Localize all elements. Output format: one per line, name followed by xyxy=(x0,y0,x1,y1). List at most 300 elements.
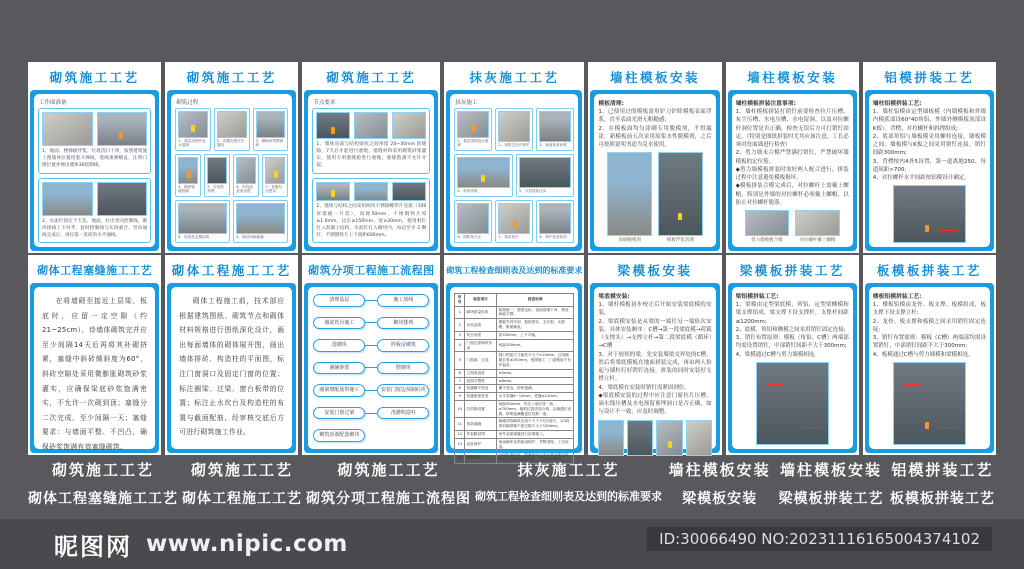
board xyxy=(28,62,996,462)
label-line2: 板模板拼装工艺 xyxy=(889,491,995,507)
panel-body xyxy=(167,283,296,453)
panel-body xyxy=(590,90,719,251)
qc-cell: 模板夹具牢固、振捣密实、无烂根、无胀模、断面顺直。 xyxy=(497,319,574,332)
panel-header xyxy=(304,257,438,283)
qc-cell: 6 xyxy=(455,369,465,377)
panel-14 xyxy=(863,255,996,455)
photo-caption: 2、水泥钉固定于天花、地面，拉出竖向控制线，砌块排线上下对齐，此时控制线与灰饼重合，竖向通线完成后，再拉第一皮砖的水平通线。 xyxy=(42,218,148,238)
worker-vest xyxy=(331,190,335,197)
photo-grid-cell xyxy=(454,108,492,151)
flow-node: 安装门窗过梁 xyxy=(313,407,365,420)
photo-grid-row xyxy=(454,200,574,243)
qc-cell: 里外双面塞缝进行封堵施工。 xyxy=(497,431,574,439)
qc-cell: 砌块质量验收 xyxy=(464,306,496,319)
worker-vest xyxy=(925,422,929,429)
panel-title: 板模板拼装工艺 xyxy=(876,263,982,278)
qc-cell: 1 xyxy=(455,306,465,319)
photo-grid-row xyxy=(175,154,288,197)
list-item-text: 1、梁模由定型梁底模、角铝、定型梁侧模和梁支撑组成，梁支撑下设支撑杆，支撑杆间距≤1200mm; xyxy=(735,302,849,325)
panel-title: 墙柱模板安装 xyxy=(747,70,838,85)
panel-header xyxy=(304,64,438,90)
watermark-bar xyxy=(0,519,1024,569)
label-col-5 xyxy=(666,459,773,508)
panel-13 xyxy=(726,255,859,455)
list-item-text: 2、底部角铝与墙板模采用螺栓连接，墙板模之间、墙板模与K板之间采用销钉连接，销钉间距300mm; xyxy=(872,133,986,157)
qc-cell: 14 xyxy=(455,451,465,464)
worker-vest xyxy=(513,221,517,228)
qc-row xyxy=(455,401,574,418)
panel-4 xyxy=(444,62,584,253)
list-item-text: ◆梁底模安装的过程中应注意门窗拉片压槽、滴水线压槽及水电预留预埋洞口是否正确，如与设计不一致，应及时调整。 xyxy=(598,392,712,416)
panel-title: 梁模板安装 xyxy=(617,263,693,278)
panel-card xyxy=(171,287,292,449)
label-line2: 砌体工程塞缝施工工艺 xyxy=(28,491,178,507)
construction-photo xyxy=(756,362,829,445)
photo-strip xyxy=(598,420,711,456)
photo-caption: 2、甩浆拉毛并养护 xyxy=(498,143,530,148)
qc-cell: ≤8mm。 xyxy=(497,377,574,385)
construction-photo xyxy=(795,210,840,236)
panel-card xyxy=(869,94,990,247)
construction-photo xyxy=(316,112,350,139)
photo-figure xyxy=(756,362,829,445)
flow-node: 施工放线 xyxy=(377,294,429,307)
qc-row xyxy=(455,385,574,393)
panel-body xyxy=(865,90,994,251)
label-line1: 墙柱模板安装 xyxy=(779,461,882,479)
photo-group xyxy=(38,178,151,244)
construction-photo xyxy=(627,420,653,456)
flow-node: 清理基层 xyxy=(313,294,365,307)
label-line1: 砌筑施工工艺 xyxy=(190,461,293,479)
photo-caption: 7、灰缝勾压密实 xyxy=(265,184,282,194)
photo-figure xyxy=(893,185,966,243)
panel-card xyxy=(732,94,853,247)
qc-cell: ≤5mm。 xyxy=(497,369,574,377)
photo-grid-cell xyxy=(175,154,201,197)
list-item-text: 2、底模、角铝和侧模之间采用销钉固定连接; xyxy=(735,326,846,333)
label-line1: 砌筑施工工艺 xyxy=(337,461,440,479)
construction-photo xyxy=(316,182,350,202)
qc-row xyxy=(455,393,574,401)
worker-vest xyxy=(274,171,278,178)
panel-title: 砌筑施工工艺 xyxy=(49,70,140,85)
construction-photo xyxy=(457,157,510,188)
photo-caption: 1、墙体顶部与结构梁底之间预留 20~30mm 的缝隙，7天后才能进行塞缝，塞缝材料采用砌筑砂浆灌实，使用专用塞缝枪进行塞缝，塞缝饱满不允许开裂。 xyxy=(316,142,427,169)
construction-photo xyxy=(457,111,489,138)
qc-header-cell: 检查项目 xyxy=(464,294,496,307)
label-col-2 xyxy=(182,459,302,508)
construction-photo xyxy=(893,362,966,445)
panel-header xyxy=(590,257,719,283)
worker-vest xyxy=(668,441,672,448)
flow-node: 圈梁增配筋带施工 xyxy=(313,384,365,397)
qc-cell: 门窗边预制块布设 xyxy=(464,339,496,352)
photo-row xyxy=(873,362,986,445)
panel-1 xyxy=(28,62,161,253)
qc-table-body xyxy=(455,306,574,464)
construction-photo xyxy=(498,203,530,234)
flow-connector xyxy=(365,322,377,323)
panel-8 xyxy=(28,255,161,455)
panel-card xyxy=(869,287,990,449)
photo-caption: 涂刷脱模剂 xyxy=(618,238,641,243)
flow-node: 砌块排列 xyxy=(377,317,429,330)
construction-photo xyxy=(256,111,286,138)
qc-cell: 坎台高度 xyxy=(464,331,496,339)
list-item-text: 1、墙柱模板拼装打销钉前要检查拉片压槽、灰尘压槽、水电压槽、水电留洞、以及对拉螺杆洞位置是否正确，检查无误后方可打销钉固定。（特别是图纸拼装时尤其应该注意，工长必须对每面墙进行检查） xyxy=(735,109,849,148)
qc-table xyxy=(454,293,574,464)
panel-card xyxy=(594,94,715,247)
panel-card xyxy=(732,287,853,449)
list-item-text: 4、板模通过C槽与剪力墙模和梁模相连。 xyxy=(872,351,974,358)
panel-title: 砌体工程施工工艺 xyxy=(171,263,292,278)
construction-photo xyxy=(607,152,652,236)
label-line2: 砌体工程施工工艺 xyxy=(182,491,302,507)
process-paragraph: 在将墙砌至接近上层梁、板底时，应留一定空隙（约21~25cm），待墙体砌筑完并应至少间隔14天后再将其补砌挤紧，塞缝中斜砖倾斜度为60°，斜砖空隙处采用微膨胀砌筑砂浆灌实，应确保梁底砂浆饱满密实，不允许一次砌到顶；塞缝分二次完成，至少间隔一天；塞缝要求：与墙面平整、不凹凸，确保砂浆饱满有效塞缝砌筑。 xyxy=(42,297,148,452)
panel-5 xyxy=(588,62,721,253)
panel-title: 铝模拼装工艺 xyxy=(884,70,975,85)
qc-cell: 灰缝横平竖直 xyxy=(464,385,496,393)
flow-connector xyxy=(365,345,377,346)
photo-caption: 7、抹灰找平 xyxy=(498,235,519,240)
section-label: 砌筑过程 xyxy=(176,100,199,106)
construction-photo xyxy=(97,112,148,146)
qc-cell: 横平竖直、砂浆饱满。 xyxy=(497,385,574,393)
list-item-text: 1、楼板铝模由龙骨、板支撑、板模组成，板支撑下设支撑立杆; xyxy=(872,302,986,317)
photo-caption: 4、砌块错缝搭砌 xyxy=(178,184,195,194)
photo-figure xyxy=(607,152,652,243)
photo-grid-cell xyxy=(233,154,259,197)
worker-vest xyxy=(191,125,195,132)
panel-body xyxy=(728,283,857,453)
list-item-text: 3、对于较短的梁，先安装墙梁交界处的C槽，然后将梁底模板在地面拼装完成，再由两人抬起与墙柱打好销钉连接，拼装的同时安装好支撑立杆。 xyxy=(598,351,712,383)
photo-grid-cell xyxy=(175,108,211,151)
photo-caption: 1、基层清理并浇水湿润 xyxy=(178,138,206,148)
list-item-text: 3、销钉布置原则：模板（C槽）两端部均需设置销钉，中部销钉间距不大于300mm; xyxy=(872,335,986,350)
label-line1: 墙柱模板安装 xyxy=(668,461,771,479)
panel-title: 砌筑施工工艺 xyxy=(326,70,417,85)
panel-body xyxy=(304,90,438,251)
qc-cell: 分段检查验收、隐蔽验收记录及系列报验资料必须与现场实际同步，不得漏项缺项。 xyxy=(497,451,574,464)
qc-cell: 8 xyxy=(455,385,465,393)
panel-card xyxy=(450,94,578,247)
flow-connector xyxy=(365,367,377,368)
flow-node: 砌筑顶部配套砌块 xyxy=(313,429,365,442)
panel-title: 抹灰施工工艺 xyxy=(469,70,560,85)
photo-group xyxy=(312,108,430,174)
panel-title: 砌体工程塞缝施工工艺 xyxy=(37,264,153,277)
construction-photo xyxy=(686,420,712,456)
photo-caption: 6、吊线检查垂直度 xyxy=(236,184,253,194)
list-item-text: 1、墙柱模板初步校正后开始安装梁底模的安装。 xyxy=(598,302,712,317)
panel-card xyxy=(450,287,578,462)
label-line2: 砌筑分项工程施工流程图 xyxy=(306,491,471,507)
worker-vest xyxy=(331,127,335,134)
photo-grid-cell xyxy=(495,108,533,151)
photo-caption: 3、制备抹灰砂浆 xyxy=(539,143,567,148)
construction-photo xyxy=(893,185,966,243)
panel-card xyxy=(34,94,155,247)
panel-title: 砌筑施工工艺 xyxy=(186,70,277,85)
construction-photo xyxy=(354,182,388,202)
panel-header xyxy=(728,64,857,90)
label-line1: 抹灰施工工艺 xyxy=(517,461,620,479)
construction-photo xyxy=(178,157,198,184)
photo-grid-cell xyxy=(204,154,230,197)
qc-cell: 7 xyxy=(455,377,465,385)
list-item-text: ◆剪力墙模板拼装时需好两人配合进行，拼装过程中注意避免模板损坏。 xyxy=(735,166,849,181)
flow-connector xyxy=(365,390,377,391)
qc-row xyxy=(455,339,574,352)
panel-body xyxy=(304,283,438,453)
photo-row xyxy=(598,152,711,243)
label-line2: 砌筑工程检查细则表及达到的标准要求 xyxy=(475,490,662,503)
panel-card xyxy=(171,94,292,247)
list-item-text: 2、梁底模安装是从梁的一端往另一端依次安装，具体安装顺序：C槽→第一段梁底模→荷载（支撑头）→支撑立杆→第二段梁底模（循环）→C槽 xyxy=(598,318,712,350)
qc-cell: 水平灰缝8~12mm、竖缝≤12mm。 xyxy=(497,393,574,401)
label-line2: 梁模板拼装工艺 xyxy=(778,491,884,507)
flow-node: 摆砌块 xyxy=(377,362,429,375)
construction-photo xyxy=(97,182,148,216)
construction-photo xyxy=(519,157,572,188)
panel-body xyxy=(446,90,582,251)
photo-figure xyxy=(795,210,840,243)
list-item-text: 3、背楞按内4外5设置，第一道离地250、每道间距>700; xyxy=(872,158,986,173)
photo-grid-cell xyxy=(214,108,250,151)
photo-caption: 对拉螺杆戴上螺帽 xyxy=(799,238,836,243)
construction-photo xyxy=(392,182,426,202)
qc-cell: 9 xyxy=(455,393,465,401)
photo-figure xyxy=(658,152,703,243)
qc-cell: 灰缝厚度宽度 xyxy=(464,393,496,401)
photo-row xyxy=(316,182,426,202)
list-item-text: 3、销钉布置原则：模板（角铝、C槽）两端部均需设置销钉，中部销钉间距不大于300mm; xyxy=(735,335,849,350)
list-heading: 墙柱模板拼装注意事项: xyxy=(735,101,796,107)
qc-cell: 11 xyxy=(455,418,465,431)
qc-header-row xyxy=(455,294,574,307)
list-heading: 梁铝模拼装工艺: xyxy=(735,294,779,300)
flow-node: 满铺砂浆 xyxy=(313,362,365,375)
flow-connector xyxy=(365,300,377,301)
qc-row xyxy=(455,306,574,319)
panel-2 xyxy=(165,62,298,253)
section-label: 工作面准备 xyxy=(39,100,67,106)
photo-row xyxy=(316,112,426,139)
list-heading: 模板清理: xyxy=(598,101,624,107)
photo-caption: 5、分层抹灰压实 xyxy=(518,189,547,194)
qc-cell: 3 xyxy=(455,331,465,339)
qc-row xyxy=(455,418,574,431)
panel-3 xyxy=(302,62,440,253)
list-item-text: ◆模板拼装合模完成后，对拉螺杆上需戴上螺帽，特别是外墙的对拉螺杆必须戴上螺帽，以防止对拉螺杆脱落。 xyxy=(735,183,849,206)
qc-row xyxy=(455,319,574,332)
panel-body xyxy=(446,283,582,462)
construction-photo xyxy=(178,203,227,234)
flowchart-row xyxy=(313,407,429,420)
photo-caption: 8、养护检查验收 xyxy=(539,235,567,240)
qc-cell: 4 xyxy=(455,339,465,352)
qc-cell: 间距500mm、每边入墙长度一致、≥700mm，植筋拉拔试验合格、沿墙通长设置、砂浆饱满覆盖拉结筋一道。 xyxy=(497,401,574,418)
panel-body xyxy=(590,283,719,453)
qc-row xyxy=(455,369,574,377)
photo-grid-cell xyxy=(495,200,533,243)
watermark-id-badge: ID:30066490 NO:20231116165004374102 xyxy=(647,527,992,551)
list-item-text: 4、梁模通过C槽与剪力墙模相连。 xyxy=(735,351,820,358)
photo-caption: 6、阴阳角方正 xyxy=(457,235,482,240)
qc-row xyxy=(455,352,574,369)
watermark-left xyxy=(54,519,348,569)
photo-caption: 3、满铺砂浆摆砌块 xyxy=(255,138,284,148)
photo-caption: 5、拉结筋预埋 xyxy=(207,184,224,194)
qc-cell: 洞口预留尺寸偏差不大于±10mm，过梁搁置长度≥250mm，按图施工，门洞预留不允许偏差。 xyxy=(497,352,574,369)
qc-cell: 规格统一、强度达标、表面清理干净、堆放场地平整。 xyxy=(497,306,574,319)
construction-photo xyxy=(236,157,256,184)
panel-header xyxy=(167,257,296,283)
photo-row xyxy=(736,362,849,445)
photo-caption: 模板浮浆清理 xyxy=(666,238,694,243)
worker-vest xyxy=(119,132,123,139)
flowchart-row xyxy=(313,362,429,375)
panel-body xyxy=(865,283,994,453)
label-line1: 铝模拼装工艺 xyxy=(891,461,994,479)
flow-node: 安装门窗边预制砼块 xyxy=(377,384,429,397)
process-paragraph: 砌体工程施工前，技术部应根据建筑图纸、砌筑节点和砌体材料规格进行图纸深化设计，画出每面墙体的砌体展开图，画出墙体排砖、构造柱的平面图，标注门窗洞口及固定门窗的位置；标注圈梁、过梁、窗台板带的位置；标注止水坎台及构造柱的布置与截面配筋，经审核交底后方可进行砌筑施工作业。 xyxy=(179,297,285,437)
construction-photo xyxy=(354,112,388,139)
worker-vest xyxy=(472,125,476,132)
construction-photo xyxy=(42,182,93,216)
list-item-text: 2、在模板面均匀涂刷专用脱模剂，不得漏涂。新模板前五次采用原浆水性脱模剂，之后可按照说明书适当兑水使用。 xyxy=(598,125,712,148)
label-col-1 xyxy=(28,459,178,508)
flowchart xyxy=(312,291,430,445)
worker-vest xyxy=(925,225,929,232)
qc-cell: 5 xyxy=(455,352,465,369)
photo-grid-row xyxy=(175,108,288,151)
photo-grid-cell xyxy=(536,200,574,243)
photo-caption: 剪力墙模板合模 xyxy=(751,238,783,243)
list-item-text: 1、已使用过的模板需用铲刀铲除模板表面浮浆，直至表面光滑无粗糙感; xyxy=(598,109,712,124)
panel-title: 墙柱模板安装 xyxy=(609,70,700,85)
construction-photo xyxy=(598,420,624,456)
flowchart-row xyxy=(313,339,429,352)
panel-card xyxy=(34,287,155,452)
construction-photo xyxy=(745,210,790,236)
panel-title: 砌筑工程检查细则表及达到的标准要求 xyxy=(446,265,583,275)
photo-row xyxy=(736,210,849,243)
panel-header xyxy=(590,64,719,90)
photo-grid-row xyxy=(454,154,574,197)
flowchart-row xyxy=(313,317,429,330)
photo-caption: 9、墙顶斜砌塞缝 xyxy=(236,235,264,240)
qc-cell: 间距200mm。 xyxy=(497,339,574,352)
qc-cell: 高300mm，上下平顺。 xyxy=(497,331,574,339)
photo-caption: 1、基层清理浇水湿润 xyxy=(457,138,489,148)
construction-photo xyxy=(539,111,571,142)
worker-vest xyxy=(678,213,682,220)
construction-photo xyxy=(236,203,285,234)
photo-grid-row xyxy=(454,108,574,151)
qc-cell: 立面垂直度 xyxy=(464,369,496,377)
construction-photo xyxy=(457,203,489,234)
flowchart-row xyxy=(313,429,429,442)
construction-photo xyxy=(178,111,208,138)
list-heading: 楼板铝模拼装工艺: xyxy=(872,294,922,300)
panel-header xyxy=(167,64,296,90)
photo-grid-cell xyxy=(233,200,288,243)
photo-row xyxy=(42,182,147,216)
qc-row xyxy=(455,377,574,385)
panel-9 xyxy=(165,255,298,455)
label-line2: 梁模板安装 xyxy=(682,491,758,507)
watermark-url: www.nipic.com xyxy=(146,531,348,557)
worker-vest xyxy=(481,175,485,182)
panel-header xyxy=(30,257,159,283)
bottom-labels xyxy=(28,459,996,508)
qc-cell: 外架眼封堵 xyxy=(464,431,496,439)
photo-caption: 2、墙体与结构之间采用两块不锈钢蝶形片连接（100厚墙板一片装），间距50mm，不锈钢铁片厚≥1.0mm，边长≥150mm、宽≥30mm，使用射钉打入混凝土结构，水泥钉打入砌块内，每边至少 2 颗钉，不锈钢铁片上下间距600mm。 xyxy=(316,204,427,238)
qc-header-cell: 序号 xyxy=(455,294,465,307)
qc-cell: 塞缝须待砌筑完成不少于7天后进行，1/3高度斜砌挤紧不留空隙不大于150mm。 xyxy=(497,418,574,431)
qc-row xyxy=(455,431,574,439)
construction-photo xyxy=(217,111,247,138)
photo-grid-cell xyxy=(454,200,492,243)
panel-body xyxy=(30,90,159,251)
photo-caption: 1、地面、楼梯板浮浆、垃圾清扫干净，按照建筑施工图墙体位置用墨斗弹线，墨线须弹顺直，注明门窗位置并弹出墙体30控制线。 xyxy=(42,149,148,169)
flowchart-row xyxy=(313,384,429,397)
label-line1: 砌筑施工工艺 xyxy=(51,461,154,479)
construction-photo xyxy=(42,112,93,146)
panel-6 xyxy=(726,62,859,253)
construction-photo xyxy=(656,420,682,456)
panel-7 xyxy=(863,62,996,253)
qc-cell: 成品保护 xyxy=(464,438,496,451)
panel-header xyxy=(446,64,582,90)
panel-header xyxy=(446,257,582,283)
flow-node: 墙底坎台施工 xyxy=(313,317,365,330)
qc-cell: 2 xyxy=(455,319,465,332)
qc-row xyxy=(455,438,574,451)
panel-card xyxy=(308,94,434,247)
panel-title: 砌筑分项工程施工流程图 xyxy=(308,264,435,277)
flow-node: 样板房砌筑 xyxy=(377,339,429,352)
list-heading: 梁底模安装: xyxy=(598,294,630,300)
flowchart-row xyxy=(313,294,429,307)
label-col-3 xyxy=(306,459,471,508)
list-item-text: 4、对拉螺杆水平间距按铝模设计确定。 xyxy=(872,175,970,181)
panel-11 xyxy=(444,255,584,462)
qc-cell: 13 xyxy=(455,438,465,451)
list-item-text: 1、墙柱铝模由定型墙板模（内墙模板和外墙内模底部设60°40角铝、外墙外侧模板顶部设K板）、背楞、对拉螺杆和斜撑组成; xyxy=(872,109,986,132)
panel-body xyxy=(167,90,296,251)
qc-cell: 反坎浇筑 xyxy=(464,319,496,332)
panel-card xyxy=(594,287,715,449)
label-col-6 xyxy=(777,459,884,508)
qc-cell: 表面平整度 xyxy=(464,377,496,385)
flow-node: 选砌块 xyxy=(313,339,365,352)
panel-header xyxy=(728,257,857,283)
panel-body xyxy=(30,283,159,453)
construction-photo xyxy=(207,157,227,184)
panel-header xyxy=(865,257,994,283)
photo-figure xyxy=(745,210,790,243)
section-label: 抹灰施工 xyxy=(455,100,478,106)
qc-cell: 现场砌体及预留洞保护、齐整清理、工完场清。 xyxy=(497,438,574,451)
qc-cell: 资料要求 xyxy=(464,451,496,464)
section-label: 节点要求 xyxy=(313,100,336,106)
panel-title: 梁模板拼装工艺 xyxy=(739,263,845,278)
construction-photo xyxy=(539,203,571,234)
photo-caption: 8、构造柱支模浇筑 xyxy=(178,235,210,240)
